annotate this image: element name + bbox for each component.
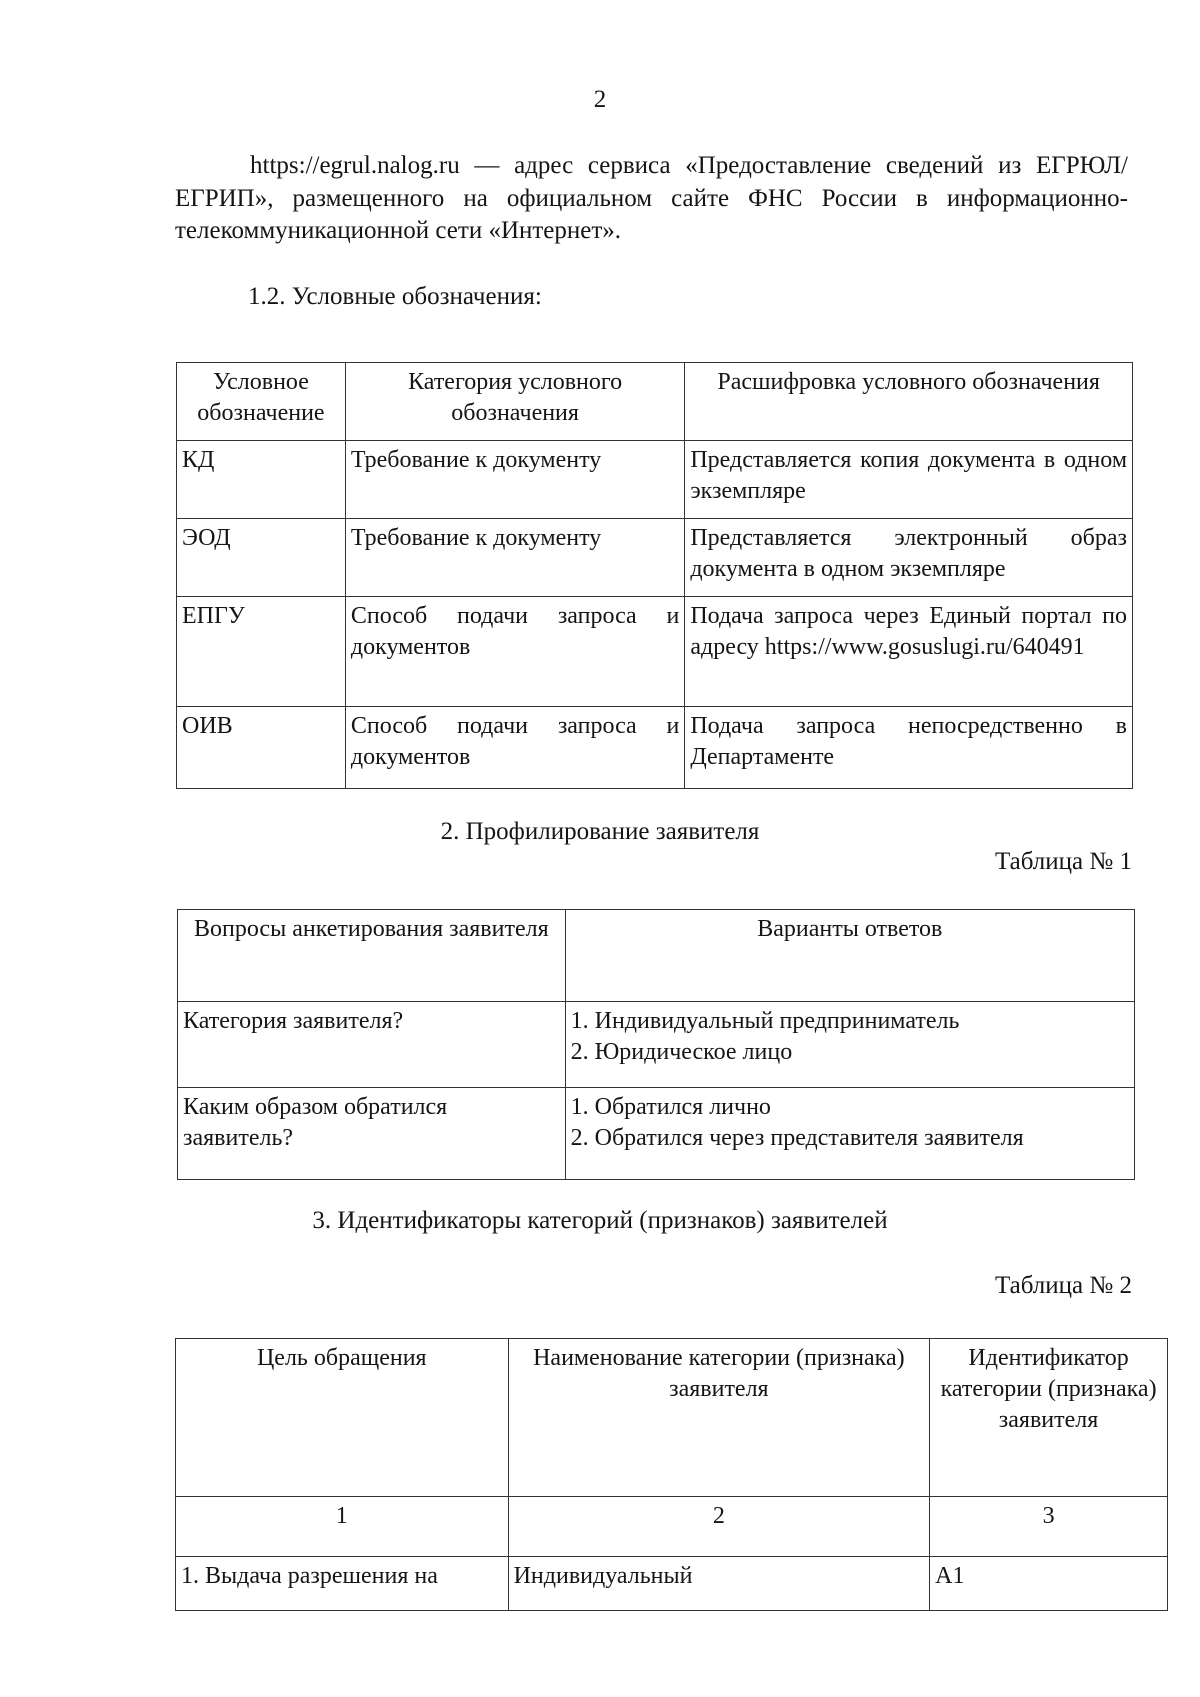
legend-header-code: Условное обозначение — [177, 363, 346, 441]
legend-category: Требование к документу — [345, 441, 684, 519]
legend-description: Подача запроса непосредственно в Департаменте — [685, 707, 1133, 789]
legend-category: Способ подачи запроса и документов — [345, 707, 684, 789]
identifiers-header-purpose: Цель обращения — [176, 1339, 509, 1497]
answer-option: 1. Обратился лично — [570, 1094, 771, 1120]
column-number: 2 — [508, 1497, 930, 1557]
table-1-label: Таблица № 1 — [994, 848, 1132, 875]
legend-description: Подача запроса через Единый портал по адресу https://www.gosuslugi.ru/640491 — [685, 597, 1133, 707]
legend-category: Требование к документу — [345, 519, 684, 597]
identifiers-id: А1 — [930, 1557, 1168, 1611]
table-header-row — [178, 910, 1135, 1002]
table-row — [177, 707, 1133, 789]
page-number: 2 — [593, 86, 607, 113]
legend-code: ЕПГУ — [177, 597, 346, 707]
applicant-identifiers-table — [175, 1338, 1168, 1611]
table-header-row — [176, 1339, 1168, 1497]
table-2-label: Таблица № 2 — [994, 1272, 1132, 1299]
table-header-row — [177, 363, 1133, 441]
legend-code: КД — [177, 441, 346, 519]
intro-paragraph: https://egrul.nalog.ru — адрес сервиса «Предоставление сведений из ЕГРЮЛ/ЕГРИП», размещенного на официальном сайте ФНС России в информационно-телекоммуникационной сети «Интернет». — [175, 152, 1128, 244]
legend-header-description: Расшифровка условного обозначения — [685, 363, 1133, 441]
identifiers-purpose: 1. Выдача разрешения на — [176, 1557, 509, 1611]
legend-category: Способ подачи запроса и документов — [345, 597, 684, 707]
answer-option: 1. Индивидуальный предприниматель — [570, 1008, 960, 1034]
column-number: 1 — [176, 1497, 509, 1557]
legend-description: Представляется электронный образ документа в одном экземпляре — [685, 519, 1133, 597]
section-1-2-title: 1.2. Условные обозначения: — [248, 283, 542, 310]
profiling-question: Категория заявителя? — [178, 1002, 566, 1088]
identifiers-category-name: Индивидуальный — [508, 1557, 930, 1611]
table-column-number-row — [176, 1497, 1168, 1557]
identifiers-header-id: Идентификатор категории (признака) заявителя — [930, 1339, 1168, 1497]
profiling-answers — [565, 1088, 1134, 1180]
table-row — [177, 519, 1133, 597]
legend-header-category: Категория условного обозначения — [345, 363, 684, 441]
table-row — [176, 1557, 1168, 1611]
legend-code: ЭОД — [177, 519, 346, 597]
table-row — [177, 441, 1133, 519]
identifiers-header-category-name: Наименование категории (признака) заявителя — [508, 1339, 930, 1497]
profiling-answers — [565, 1002, 1134, 1088]
profiling-header-answers: Варианты ответов — [565, 910, 1134, 1002]
applicant-profiling-table — [177, 909, 1135, 1180]
table-row — [177, 597, 1133, 707]
legend-description: Представляется копия документа в одном экземпляре — [685, 441, 1133, 519]
answer-option: 2. Юридическое лицо — [570, 1039, 793, 1065]
profiling-question: Каким образом обратился заявитель? — [178, 1088, 566, 1180]
section-3-title: 3. Идентификаторы категорий (признаков) заявителей — [312, 1207, 888, 1234]
table-row — [178, 1088, 1135, 1180]
answer-option: 2. Обратился через представителя заявителя — [570, 1125, 1024, 1151]
section-2-title: 2. Профилирование заявителя — [440, 818, 760, 845]
column-number: 3 — [930, 1497, 1168, 1557]
table-row — [178, 1002, 1135, 1088]
profiling-header-questions: Вопросы анкетирования заявителя — [178, 910, 566, 1002]
legend-code: ОИВ — [177, 707, 346, 789]
legend-table — [176, 362, 1133, 789]
